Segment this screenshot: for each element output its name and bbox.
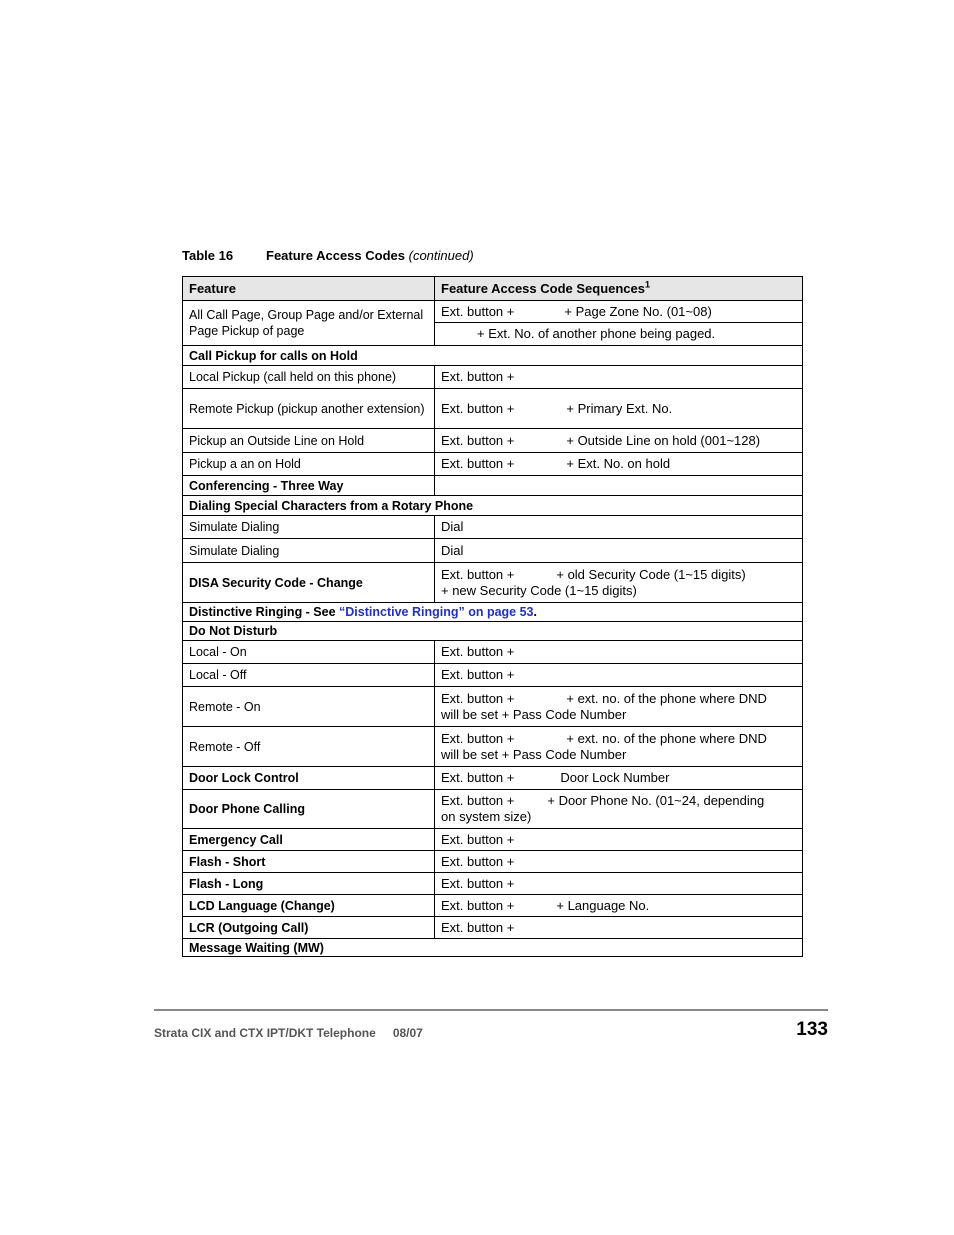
header-feature: Feature: [183, 277, 435, 301]
section-distinctive-ringing: Distinctive Ringing - See “Distinctive Ringing” on page 53.: [183, 603, 803, 622]
sequence-cell: Ext. button +: [435, 366, 803, 389]
section-row: [183, 496, 803, 516]
sequence-cell: Ext. button + + ext. no. of the phone where DND will be set + Pass Code Number: [435, 687, 803, 727]
table-row: [183, 790, 803, 829]
feature-cell: Door Lock Control: [183, 767, 435, 790]
section-call-pickup: Call Pickup for calls on Hold: [183, 346, 803, 366]
sequence-cell: Ext. button + + Outside Line on hold (001~128): [435, 429, 803, 453]
footer-text: [154, 1026, 423, 1040]
table-row: [183, 389, 803, 429]
section-dialing: Dialing Special Characters from a Rotary Phone: [183, 496, 803, 516]
feature-cell: Local - On: [183, 641, 435, 664]
page-number: 133: [796, 1019, 828, 1040]
table-row: [183, 453, 803, 476]
feature-cell: Simulate Dialing: [183, 539, 435, 563]
footer-title: Strata CIX and CTX IPT/DKT Telephone: [154, 1026, 376, 1040]
section-row: [183, 939, 803, 957]
table-number: Table 16: [182, 248, 234, 263]
sequence-cell: Ext. button +: [435, 873, 803, 895]
sequence-cell: Ext. button + + Page Zone No. (01~08): [435, 301, 803, 323]
sequence-cell: Ext. button +: [435, 664, 803, 687]
table-row: [183, 301, 803, 323]
distinctive-ringing-link[interactable]: “Distinctive Ringing” on page 53: [339, 605, 534, 619]
table-header-row: [183, 277, 803, 301]
feature-cell: Door Phone Calling: [183, 790, 435, 829]
feature-cell: Flash - Short: [183, 851, 435, 873]
header-sequence: Feature Access Code Sequences$^1$: [435, 277, 803, 301]
feature-cell: LCR (Outgoing Call): [183, 917, 435, 939]
feature-cell: All Call Page, Group Page and/or External Page Pickup of page: [183, 301, 435, 346]
feature-cell: Remote - Off: [183, 727, 435, 767]
sequence-cell: Ext. button + + ext. no. of the phone where DND will be set + Pass Code Number: [435, 727, 803, 767]
table-row: [183, 539, 803, 563]
sequence-cell: Ext. button +: [435, 641, 803, 664]
table-title: Feature Access Codes: [266, 248, 405, 263]
feature-cell: Remote Pickup (pickup another extension): [183, 389, 435, 429]
sequence-cell: Ext. button +: [435, 917, 803, 939]
section-do-not-disturb: Do Not Disturb: [183, 622, 803, 641]
feature-cell: Pickup a an on Hold: [183, 453, 435, 476]
table-row: [183, 727, 803, 767]
sequence-cell: Ext. button + + Language No.: [435, 895, 803, 917]
feature-cell: DISA Security Code - Change: [183, 563, 435, 603]
table-row: [183, 917, 803, 939]
section-row: [183, 622, 803, 641]
sequence-cell: Dial: [435, 539, 803, 563]
sequence-cell: Ext. button + + Primary Ext. No.: [435, 389, 803, 429]
feature-cell: Local Pickup (call held on this phone): [183, 366, 435, 389]
feature-cell: LCD Language (Change): [183, 895, 435, 917]
table-row: [183, 563, 803, 603]
section-message-waiting: Message Waiting (MW): [183, 939, 803, 957]
footer-divider: [154, 1009, 828, 1011]
feature-cell: Remote - On: [183, 687, 435, 727]
table-row: [183, 767, 803, 790]
table-continued: (continued): [408, 248, 474, 263]
sequence-cell: Ext. button +: [435, 851, 803, 873]
table-row: [183, 476, 803, 496]
sequence-cell: + Ext. No. of another phone being paged.: [435, 323, 803, 346]
sequence-cell: Ext. button +: [435, 829, 803, 851]
sequence-cell: Ext. button + Door Lock Number: [435, 767, 803, 790]
section-row: [183, 603, 803, 622]
sequence-cell: [435, 476, 803, 496]
feature-cell: Flash - Long: [183, 873, 435, 895]
feature-cell: Simulate Dialing: [183, 516, 435, 539]
table-caption: [182, 248, 474, 263]
feature-access-codes-table: [182, 276, 803, 957]
sequence-cell: Ext. button + + old Security Code (1~15 digits) + new Security Code (1~15 digits): [435, 563, 803, 603]
table-row: [183, 641, 803, 664]
section-row: [183, 346, 803, 366]
table-row: [183, 829, 803, 851]
feature-cell: Local - Off: [183, 664, 435, 687]
sequence-cell: Ext. button + + Ext. No. on hold: [435, 453, 803, 476]
table-row: [183, 516, 803, 539]
sequence-cell: Ext. button + + Door Phone No. (01~24, depending on system size): [435, 790, 803, 829]
feature-cell: Conferencing - Three Way: [183, 476, 435, 496]
table-row: [183, 895, 803, 917]
sequence-cell: Dial: [435, 516, 803, 539]
table-row: [183, 429, 803, 453]
footnote-marker: 1: [645, 279, 651, 290]
feature-cell: Emergency Call: [183, 829, 435, 851]
feature-cell: Pickup an Outside Line on Hold: [183, 429, 435, 453]
table-row: [183, 664, 803, 687]
table-row: [183, 873, 803, 895]
table-row: [183, 851, 803, 873]
table-row: [183, 687, 803, 727]
table-row: [183, 366, 803, 389]
footer-date: 08/07: [392, 1026, 423, 1040]
